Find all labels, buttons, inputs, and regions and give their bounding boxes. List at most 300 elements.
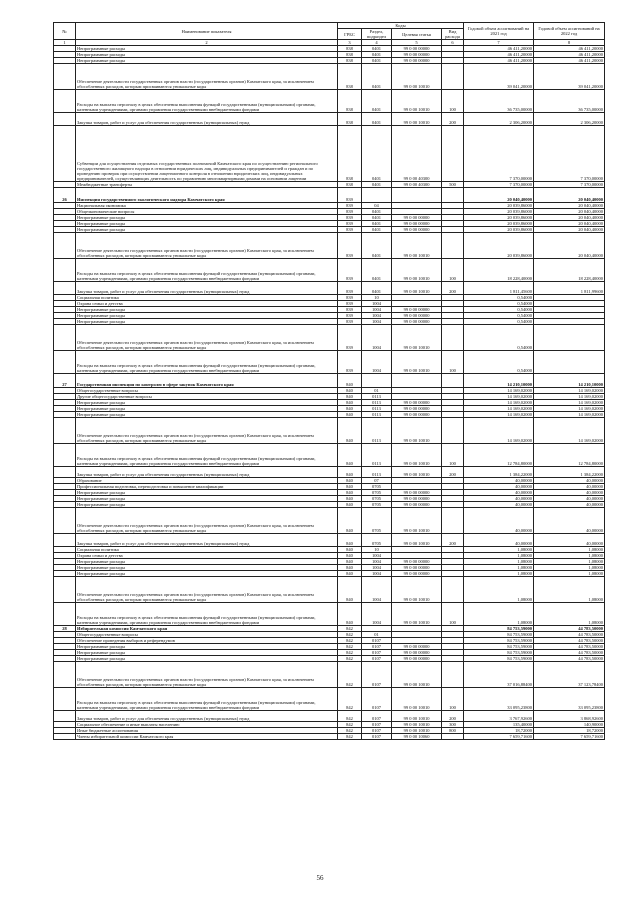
row-name: Образование [76,478,338,484]
row-amount-2021: 18 228,40000 [464,259,534,282]
row-name: Государственная инспекция по контролю в сфере закупок Камчатского края [76,374,338,388]
table-row [54,282,605,295]
row-grbs: 840 [338,571,362,577]
row-name: Общегосударственные вопросы [76,388,338,394]
row-amount-2021: 2 306,20000 [464,113,534,126]
row-csr: 99 0 00 00000 [392,502,442,508]
row-amount-2022: 37 123,78400 [534,662,605,688]
row-rz: 0401 [362,215,392,221]
table-row [54,259,605,282]
row-number [54,351,76,374]
row-grbs: 840 [338,394,362,400]
row-amount-2022: 44 783,50000 [534,632,605,638]
row-rz: 0705 [362,502,392,508]
row-csr: 99 0 00 10010 [392,233,442,259]
row-amount-2022: 1,08000 [534,559,605,565]
row-number [54,64,76,90]
row-rz: 0107 [362,662,392,688]
row-rz: 07 [362,478,392,484]
row-amount-2021: 37 016,88400 [464,662,534,688]
row-grbs: 840 [338,496,362,502]
row-amount-2021: 84 753,59000 [464,626,534,632]
row-amount-2022 [534,351,605,374]
row-csr: 99 0 00 00000 [392,656,442,662]
row-grbs: 842 [338,638,362,644]
row-amount-2021: 14 169,02000 [464,388,534,394]
row-grbs: 838 [338,52,362,58]
row-csr: 99 0 00 10060 [392,734,442,740]
row-amount-2021: 7 370,00000 [464,126,534,182]
row-amount-2022: 1,08000 [534,565,605,571]
row-name: Общегосударственные вопросы [76,632,338,638]
row-amount-2022: 14 169,02000 [534,388,605,394]
row-rz: 10 [362,547,392,553]
row-amount-2022: 14 169,02000 [534,406,605,412]
section-row [54,374,605,388]
row-rz: 0107 [362,656,392,662]
row-rz: 0401 [362,182,392,188]
row-grbs: 840 [338,478,362,484]
row-grbs: 842 [338,662,362,688]
row-rz: 0401 [362,282,392,295]
table-row [54,711,605,722]
row-name: Непрограммные расходы [76,406,338,412]
row-name: Непрограммные расходы [76,490,338,496]
row-amount-2022: 18 228,40000 [534,259,605,282]
row-csr [392,188,442,203]
budget-table [53,22,605,740]
row-rz: 0401 [362,52,392,58]
row-grbs: 839 [338,325,362,351]
row-grbs: 842 [338,632,362,638]
row-vr: 100 [442,444,464,467]
row-amount-2021: 84 753,59000 [464,656,534,662]
row-name: Охрана семьи и детства [76,553,338,559]
row-amount-2021: 14 169,02000 [464,394,534,400]
header-2022: Годовой объем ассигнований на 2022 год [534,23,605,40]
row-vr [442,188,464,203]
row-rz: 0113 [362,400,392,406]
row-name: Обеспечение деятельности государственных органов власти (государственных органов) Камчатского края, за исключением обособленных расходов, которым присваиваются уникальные коды [76,64,338,90]
row-grbs: 842 [338,734,362,740]
row-grbs: 839 [338,301,362,307]
row-name: Закупка товаров, работ и услуг для обеспечения государственных (муниципальных) нужд [76,711,338,722]
row-amount-2021: 0,54000 [464,313,534,319]
row-csr: 99 0 00 10010 [392,577,442,603]
row-amount-2022: 20 040,40000 [534,227,605,233]
row-amount-2022: 1,08000 [534,547,605,553]
row-amount-2021: 0,54000 [464,301,534,307]
row-amount-2021: 40,00000 [464,484,534,490]
row-amount-2022: 20 040,40000 [534,209,605,215]
row-name: Непрограммные расходы [76,227,338,233]
row-rz [362,374,392,388]
row-name: Иные бюджетные ассигнования [76,728,338,734]
row-amount-2022: 36 735,00000 [534,90,605,113]
row-grbs: 839 [338,313,362,319]
row-rz: 1004 [362,553,392,559]
row-amount-2022: 44 783,50000 [534,626,605,632]
row-amount-2022: 1,08000 [534,603,605,626]
row-rz: 1004 [362,301,392,307]
row-csr: 99 0 00 10010 [392,467,442,478]
row-name: Охрана семьи и детства [76,301,338,307]
row-name: Непрограммные расходы [76,313,338,319]
row-grbs: 840 [338,534,362,547]
table-body [54,46,605,740]
row-amount-2021: 1,08000 [464,565,534,571]
row-csr: 99 0 00 00000 [392,490,442,496]
row-amount-2022: 44 783,50000 [534,650,605,656]
row-amount-2022: 20 040,40000 [534,215,605,221]
row-amount-2021: 1,08000 [464,577,534,603]
row-name: Расходы на выплаты персоналу в целях обеспечения выполнения функций государственными (муниципальными) органами, казенными учреждениями, органами управления государственными внебюджетными фондами [76,444,338,467]
row-amount-2021: 18,72000 [464,728,534,734]
row-number [54,90,76,113]
row-vr: 200 [442,113,464,126]
row-csr: 99 0 00 10010 [392,508,442,534]
row-rz: 1004 [362,565,392,571]
table-row [54,113,605,126]
row-grbs: 839 [338,221,362,227]
row-amount-2021: 14 169,02000 [464,400,534,406]
row-amount-2022: 7 370,00000 [534,126,605,182]
row-amount-2022: 14 210,10000 [534,374,605,388]
table-row [54,444,605,467]
row-grbs: 839 [338,351,362,374]
row-csr: 99 0 00 10010 [392,90,442,113]
row-name: Непрограммные расходы [76,559,338,565]
row-amount-2021: 46 411,20000 [464,52,534,58]
row-grbs: 838 [338,58,362,64]
row-rz: 0705 [362,508,392,534]
row-csr: 99 0 00 10010 [392,259,442,282]
row-rz: 10 [362,295,392,301]
row-name: Межбюджетные трансферты [76,182,338,188]
row-number: 28 [54,626,76,632]
row-name: Непрограммные расходы [76,307,338,313]
row-vr [442,233,464,259]
row-csr: 99 0 00 10010 [392,282,442,295]
row-amount-2021: 40,00000 [464,502,534,508]
row-csr: 99 0 00 10010 [392,688,442,711]
row-amount-2021: 84 753,59000 [464,650,534,656]
row-vr: 100 [442,90,464,113]
row-rz: 0113 [362,467,392,478]
row-number [54,662,76,688]
row-name: Закупка товаров, работ и услуг для обеспечения государственных (муниципальных) нужд [76,467,338,478]
row-number [54,711,76,722]
row-name: Непрограммные расходы [76,400,338,406]
row-rz: 1004 [362,603,392,626]
row-number [54,534,76,547]
row-amount-2021: 0,54000 [464,325,534,351]
table-row [54,688,605,711]
header-num: 6 [442,40,464,46]
table-row [54,662,605,688]
row-csr: 99 0 00 00000 [392,559,442,565]
row-csr: 99 0 00 00000 [392,319,442,325]
row-amount-2021: 84 753,59000 [464,644,534,650]
row-grbs: 840 [338,400,362,406]
table-row [54,534,605,547]
table-row [54,603,605,626]
page-number: 56 [316,874,324,882]
row-number [54,734,76,740]
row-grbs: 838 [338,126,362,182]
row-rz: 1004 [362,307,392,313]
row-vr [442,508,464,534]
row-amount-2021: 1,08000 [464,571,534,577]
row-name: Общеэкономические вопросы [76,209,338,215]
row-amount-2021: 20 040,40000 [464,188,534,203]
row-rz: 1004 [362,577,392,603]
row-vr [442,577,464,603]
row-csr: 99 0 00 00000 [392,307,442,313]
header-num: 3 [338,40,362,46]
row-csr [392,374,442,388]
row-rz [362,188,392,203]
row-grbs: 839 [338,319,362,325]
header-rz: Раздел, подраздел [362,29,392,40]
row-amount-2022: 46 411,20000 [534,58,605,64]
row-amount-2022: 18,72000 [534,728,605,734]
row-name: Непрограммные расходы [76,496,338,502]
row-csr: 99 0 00 00000 [392,412,442,418]
row-rz: 0401 [362,64,392,90]
row-name: Обеспечение деятельности государственных органов власти (государственных органов) Камчатского края, за исключением обособленных расходов, которым присваиваются уникальные коды [76,325,338,351]
row-amount-2022: 1,08000 [534,553,605,559]
row-amount-2022: 33 095,23800 [534,688,605,711]
row-rz: 0113 [362,394,392,400]
row-grbs: 838 [338,182,362,188]
row-name: Непрограммные расходы [76,650,338,656]
table-row [54,64,605,90]
row-rz: 01 [362,388,392,394]
header-num: 8 [534,40,605,46]
row-grbs: 840 [338,547,362,553]
row-rz: 1004 [362,351,392,374]
row-rz: 0107 [362,644,392,650]
row-amount-2022: 2 306,20000 [534,113,605,126]
row-amount-2021: 20 039,86000 [464,233,534,259]
row-name: Непрограммные расходы [76,319,338,325]
row-amount-2021: 135,40000 [464,722,534,728]
row-number [54,444,76,467]
row-csr: 99 0 00 10010 [392,728,442,734]
row-grbs: 839 [338,188,362,203]
row-amount-2022: 1 811,99600 [534,282,605,295]
row-rz: 1004 [362,559,392,565]
row-amount-2021: 1,08000 [464,553,534,559]
row-csr: 99 0 00 00000 [392,52,442,58]
header-num: 1 [54,40,76,46]
row-grbs: 838 [338,90,362,113]
row-amount-2021: 33 095,23800 [464,688,534,711]
header-num: 2 [76,40,338,46]
row-amount-2021: 1 384,22000 [464,467,534,478]
row-grbs: 840 [338,467,362,478]
row-name: Профессиональная подготовка, переподготовка и повышение квалификации [76,484,338,490]
row-grbs: 840 [338,490,362,496]
table-row [54,90,605,113]
table-row [54,734,605,740]
row-name: Социальная политика [76,295,338,301]
row-vr: 100 [442,603,464,626]
row-vr [442,418,464,444]
row-amount-2022: 12 784,80000 [534,444,605,467]
row-amount-2022: 20 040,40000 [534,233,605,259]
row-amount-2022: 20 040,40000 [534,188,605,203]
header-csr: Целевая статья [392,29,442,40]
row-grbs: 839 [338,259,362,282]
row-number [54,603,76,626]
row-csr: 99 0 00 00000 [392,400,442,406]
row-amount-2021: 7 370,00000 [464,182,534,188]
row-rz: 0107 [362,688,392,711]
row-csr: 99 0 00 10010 [392,325,442,351]
row-grbs: 842 [338,711,362,722]
row-grbs: 840 [338,577,362,603]
row-grbs: 838 [338,46,362,52]
row-csr: 99 0 00 00000 [392,406,442,412]
row-vr: 500 [442,182,464,188]
row-name: Члены избирательной комиссии Камчатского края [76,734,338,740]
row-csr: 99 0 00 00000 [392,496,442,502]
row-name: Непрограммные расходы [76,502,338,508]
row-amount-2022: 14 169,02000 [534,418,605,444]
row-number [54,325,76,351]
row-number [54,113,76,126]
row-name: Закупка товаров, работ и услуг для обеспечения государственных (муниципальных) нужд [76,534,338,547]
row-amount-2022: 1 384,22000 [534,467,605,478]
row-amount-2022: 40,00000 [534,496,605,502]
row-vr: 100 [442,688,464,711]
table-row [54,508,605,534]
header-2021: Годовой объем ассигнований на 2021 год [464,23,534,40]
row-name: Непрограммные расходы [76,565,338,571]
row-amount-2021: 14 169,02000 [464,412,534,418]
row-amount-2021: 0,54000 [464,307,534,313]
table-row [54,233,605,259]
row-amount-2022: 40,00000 [534,478,605,484]
row-grbs: 840 [338,484,362,490]
row-amount-2021: 40,00000 [464,490,534,496]
row-rz: 0401 [362,126,392,182]
row-name: Избирательная комиссия Камчатского края [76,626,338,632]
row-amount-2021: 0,54000 [464,295,534,301]
row-grbs: 838 [338,113,362,126]
row-rz: 0401 [362,221,392,227]
row-name: Непрограммные расходы [76,52,338,58]
row-grbs: 839 [338,209,362,215]
row-grbs: 839 [338,295,362,301]
row-amount-2022: 46 411,20000 [534,46,605,52]
row-grbs: 840 [338,412,362,418]
row-name: Непрограммные расходы [76,46,338,52]
row-grbs: 840 [338,418,362,444]
row-csr: 99 0 00 00000 [392,313,442,319]
row-vr: 300 [442,722,464,728]
row-amount-2022: 14 169,02000 [534,394,605,400]
row-grbs: 842 [338,626,362,632]
row-amount-2022: 1,08000 [534,571,605,577]
row-rz: 0401 [362,113,392,126]
row-number [54,282,76,295]
row-amount-2021: 46 411,20000 [464,58,534,64]
row-number [54,688,76,711]
row-amount-2021: 1,08000 [464,547,534,553]
row-amount-2021: 1 811,45600 [464,282,534,295]
row-grbs: 842 [338,644,362,650]
row-rz: 0107 [362,638,392,644]
row-rz: 0705 [362,534,392,547]
row-rz: 0401 [362,209,392,215]
row-grbs: 842 [338,728,362,734]
row-amount-2022: 44 783,50000 [534,638,605,644]
row-amount-2021: 20 039,86000 [464,209,534,215]
row-grbs: 840 [338,559,362,565]
row-csr: 99 0 00 10010 [392,113,442,126]
row-csr: 99 0 00 00000 [392,46,442,52]
row-amount-2022: 40,00000 [534,484,605,490]
row-amount-2022: 14 169,02000 [534,400,605,406]
row-amount-2021: 20 039,86000 [464,227,534,233]
row-amount-2022: 46 411,20000 [534,52,605,58]
row-vr: 100 [442,351,464,374]
row-name: Расходы на выплаты персоналу в целях обеспечения выполнения функций государственными (муниципальными) органами, казенными учреждениями, органами управления государственными внебюджетными фондами [76,688,338,711]
row-vr: 200 [442,534,464,547]
row-name: Социальное обеспечение и иные выплаты населению [76,722,338,728]
row-csr: 99 0 00 10010 [392,603,442,626]
row-rz: 0113 [362,412,392,418]
row-csr: 99 0 00 00000 [392,565,442,571]
row-csr: 99 0 00 00000 [392,227,442,233]
row-name: Обеспечение деятельности государственных органов власти (государственных органов) Камчатского края, за исключением обособленных расходов, которым присваиваются уникальные коды [76,233,338,259]
row-vr: 200 [442,282,464,295]
row-amount-2021: 7 659,71600 [464,734,534,740]
row-amount-2021: 14 169,02000 [464,406,534,412]
row-name: Непрограммные расходы [76,571,338,577]
row-name: Расходы на выплаты персоналу в целях обеспечения выполнения функций государственными (муниципальными) органами, казенными учреждениями, органами управления государственными внебюджетными фондами [76,351,338,374]
row-rz: 01 [362,632,392,638]
row-grbs: 842 [338,688,362,711]
row-amount-2022: 39 041,20000 [534,64,605,90]
row-rz: 0113 [362,444,392,467]
row-rz: 1004 [362,325,392,351]
row-vr: 200 [442,467,464,478]
row-amount-2022 [534,325,605,351]
row-grbs: 840 [338,508,362,534]
row-grbs: 839 [338,203,362,209]
row-number [54,126,76,182]
row-rz: 0107 [362,728,392,734]
row-amount-2021: 84 753,59000 [464,638,534,644]
row-rz: 0401 [362,233,392,259]
row-csr: 99 0 00 10010 [392,662,442,688]
header-name: Наименование показателя [76,23,338,40]
row-amount-2022: 14 169,02000 [534,412,605,418]
row-number [54,467,76,478]
row-csr: 99 0 00 00000 [392,571,442,577]
row-amount-2021: 14 169,02000 [464,418,534,444]
row-rz: 0401 [362,227,392,233]
row-vr [442,374,464,388]
row-rz: 0401 [362,58,392,64]
row-amount-2022: 40,00000 [534,490,605,496]
header-num: 4 [362,40,392,46]
row-grbs: 842 [338,722,362,728]
